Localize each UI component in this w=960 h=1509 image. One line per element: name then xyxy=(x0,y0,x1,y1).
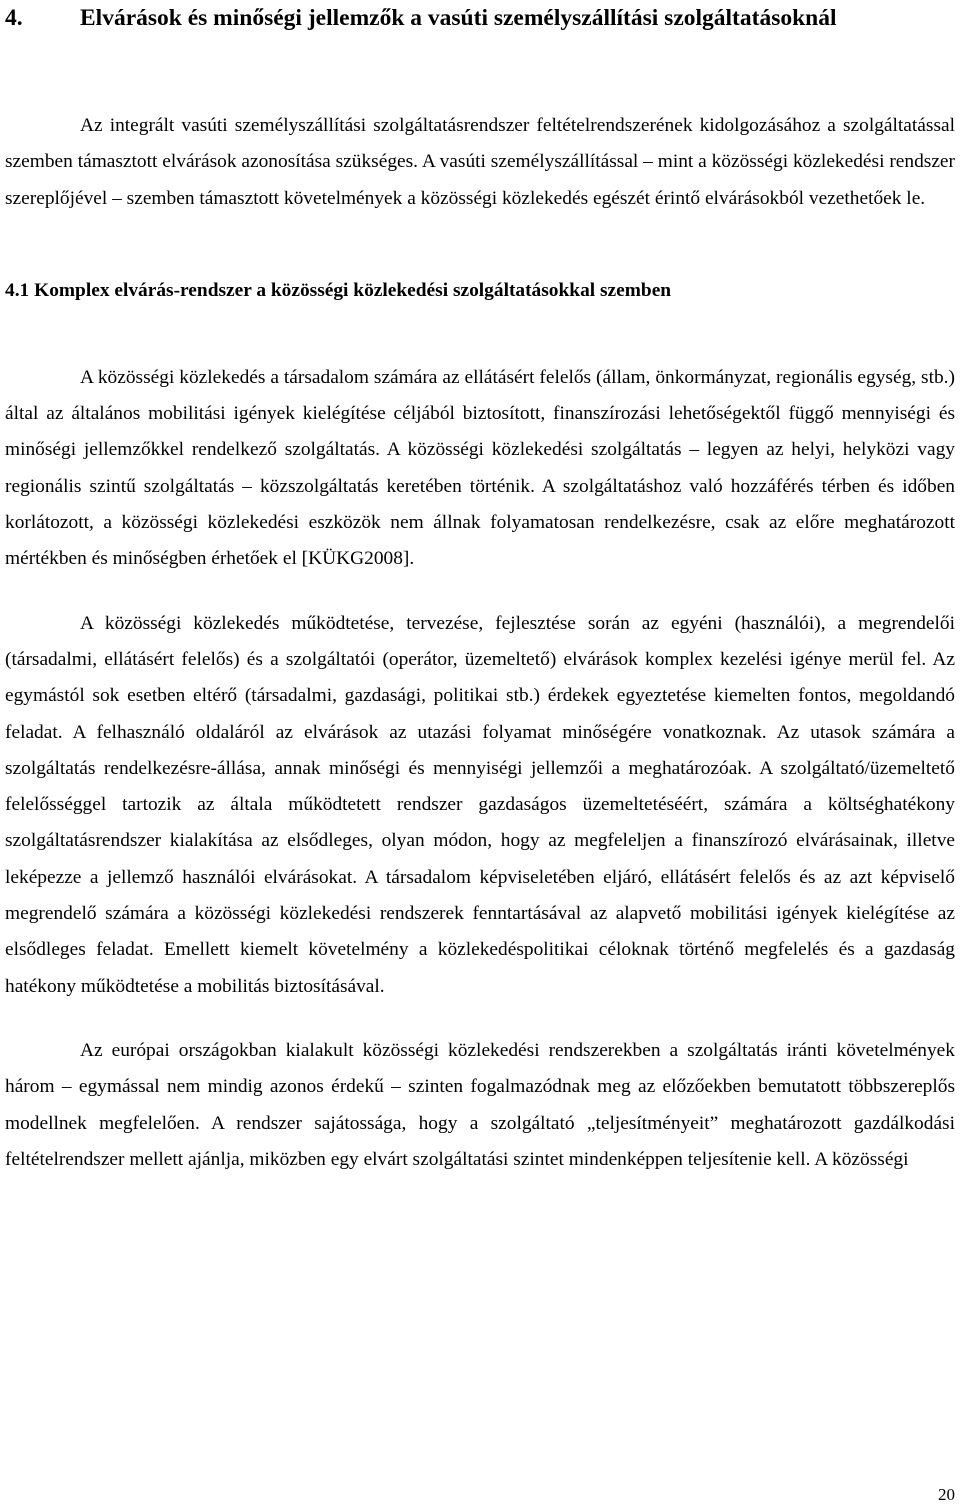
chapter-heading xyxy=(5,0,955,36)
section-title: Komplex elvárás-rendszer a közösségi közlekedési szolgáltatásokkal szemben xyxy=(34,279,672,301)
paragraph-european-systems: Az európai országokban kialakult közösségi közlekedési rendszerekben a szolgáltatás iránti követelmények három – egymással nem mindig azonos érdekű – szinten fogalmazódnak meg az előzőekben bemutatott többszereplős modellnek megfelelően. A rendszer sajátossága, hogy a szolgáltató „teljesítményeit” meghatározott gazdálkodási feltételrendszer mellett ajánlja, miközben egy elvárt szolgáltatási szintet mindenképpen teljesítenie kell. A közösségi xyxy=(5,1039,955,1170)
paragraph-intro: Az integrált vasúti személyszállítási szolgáltatásrendszer feltételrendszerének kidolgozásához a szolgáltatással szemben támasztott elvárások azonosítása szükséges. A vasúti személyszállítással – mint a közösségi közlekedési rendszer szereplőjével – szemben támasztott követelmények a közösségi közlekedés egészét érintő elvárásokból vezethetőek le. xyxy=(5,115,955,209)
chapter-title: Elvárások és minőségi jellemzők a vasúti személyszállítási szolgáltatásoknál xyxy=(80,5,837,31)
page-number: 20 xyxy=(938,1485,955,1504)
section-number: 4.1 xyxy=(5,279,30,301)
document-page xyxy=(5,0,955,1178)
section-heading xyxy=(5,273,955,309)
paragraph-stakeholder-expectations: A közösségi közlekedés működtetése, tervezése, fejlesztése során az egyéni (használói), a megrendelői (társadalmi, ellátásért felelős) és a szolgáltatói (operátor, üzemeltető) elvárások komplex kezelési igénye merül fel. Az egymástól sok esetben eltérő (társadalmi, gazdasági, politikai stb.) érdekek egyeztetése kiemelten fontos, megoldandó feladat. A felhasználó oldaláról az elvárások az utazási folyamat minőségére vonatkoznak. Az utasok számára a szolgáltatás rendelkezésre-állása, annak minőségi és mennyiségi jellemzői a meghatározóak. A szolgáltató/üzemeltető felelősséggel tartozik az általa működtetett rendszer gazdaságos üzemeltetéséért, számára a költséghatékony szolgáltatásrendszer kialakítása az elsődleges, olyan módon, hogy az megfeleljen a finanszírozó elvárásainak, illetve leképezze a jellemző használói elvárásokat. A társadalom képviseletében eljáró, ellátásért felelős és az azt képviselő megrendelő számára a közösségi közlekedési rendszerek fenntartásával az alapvető mobilitási igények kielégítése az elsődleges feladat. Emellett kiemelt követelmény a közlekedéspolitikai céloknak történő megfelelés és a gazdaság hatékony működtetése a mobilitás biztosításával. xyxy=(5,612,955,997)
paragraph-public-transport-definition: A közösségi közlekedés a társadalom számára az ellátásért felelős (állam, önkormányzat, regionális egység, stb.) által az általános mobilitási igények kielégítése céljából biztosított, finanszírozási lehetőségektől függő mennyiségi és minőségi jellemzőkkel rendelkező szolgáltatás. A közösségi közlekedési szolgáltatás – legyen az helyi, helyközi vagy regionális szintű szolgáltatás – közszolgáltatás keretében történik. A szolgáltatáshoz való hozzáférés térben és időben korlátozott, a közösségi közlekedési eszközök nem állnak folyamatosan rendelkezésre, csak az előre meghatározott mértékben és minőségben érhetőek el [KÜKG2008]. xyxy=(5,366,955,570)
chapter-number: 4. xyxy=(5,5,23,31)
